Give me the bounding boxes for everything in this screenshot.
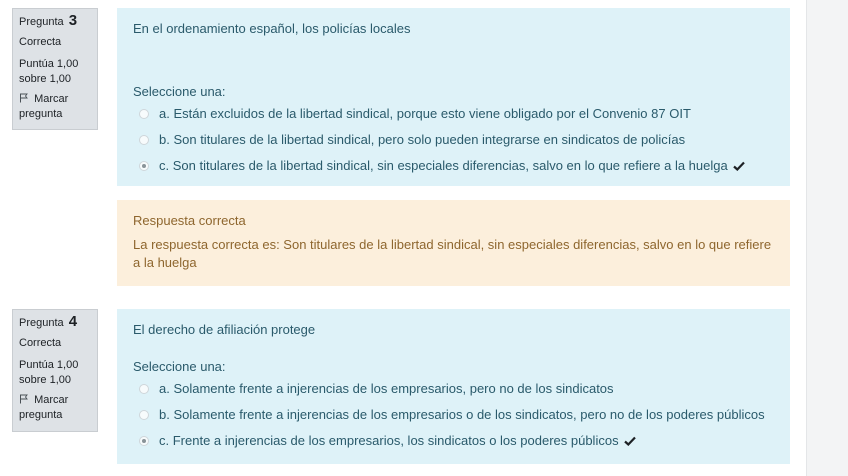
question-text: El derecho de afiliación protege bbox=[133, 322, 316, 337]
radio-button-selected[interactable] bbox=[139, 436, 149, 446]
question-number: Pregunta 4 bbox=[19, 313, 78, 330]
question-3-feedback bbox=[117, 200, 790, 286]
question-number: Pregunta 3 bbox=[19, 12, 78, 29]
question-grade: Puntúa 1,00 sobre 1,00 bbox=[19, 58, 79, 85]
question-state: Correcta bbox=[19, 337, 62, 349]
flag-question-button[interactable]: Marcar pregunta bbox=[19, 394, 69, 421]
radio-button[interactable] bbox=[139, 384, 149, 394]
question-state: Correcta bbox=[19, 36, 62, 48]
radio-button[interactable] bbox=[139, 135, 149, 145]
correct-answer-text: La respuesta correcta es: Son titulares de la libertad sindical, sin especiales diferencias, salvo en lo que refiere a la huelga bbox=[133, 237, 772, 270]
answer-options bbox=[133, 101, 774, 179]
flag-icon bbox=[19, 394, 29, 404]
answer-option-a[interactable]: a. Están excluidos de la libertad sindical, porque esto viene obligado por el Convenio 87 OIT bbox=[133, 101, 774, 127]
check-icon bbox=[624, 436, 636, 446]
check-icon bbox=[733, 161, 745, 171]
answer-prompt: Seleccione una: bbox=[133, 84, 226, 99]
feedback-title: Respuesta correcta bbox=[133, 213, 246, 228]
answer-option-b[interactable]: b. Solamente frente a injerencias de los empresarios o de los sindicatos, pero no de los poderes públicos bbox=[133, 402, 774, 428]
answer-options bbox=[133, 376, 774, 454]
answer-option-b[interactable]: b. Son titulares de la libertad sindical, pero solo pueden integrarse en sindicatos de policías bbox=[133, 127, 774, 153]
flag-icon bbox=[19, 93, 29, 103]
radio-button[interactable] bbox=[139, 109, 149, 119]
question-grade: Puntúa 1,00 sobre 1,00 bbox=[19, 359, 79, 386]
question-4-formulation bbox=[117, 309, 790, 464]
answer-option-a[interactable]: a. Solamente frente a injerencias de los empresarios, pero no de los sindicatos bbox=[133, 376, 774, 402]
question-4-info bbox=[12, 309, 98, 432]
radio-button-selected[interactable] bbox=[139, 161, 149, 171]
answer-option-c[interactable]: c. Son titulares de la libertad sindical, sin especiales diferencias, salvo en lo que refiere a la huelga bbox=[133, 153, 774, 179]
question-text: En el ordenamiento español, los policías locales bbox=[133, 21, 411, 36]
flag-question-button[interactable]: Marcar pregunta bbox=[19, 93, 69, 120]
answer-prompt: Seleccione una: bbox=[133, 359, 226, 374]
answer-option-c[interactable]: c. Frente a injerencias de los empresarios, los sindicatos o los poderes públicos bbox=[133, 428, 774, 454]
page-scroll-gutter bbox=[806, 0, 848, 476]
radio-button[interactable] bbox=[139, 410, 149, 420]
question-3-info bbox=[12, 8, 98, 130]
question-3-formulation bbox=[117, 8, 790, 186]
